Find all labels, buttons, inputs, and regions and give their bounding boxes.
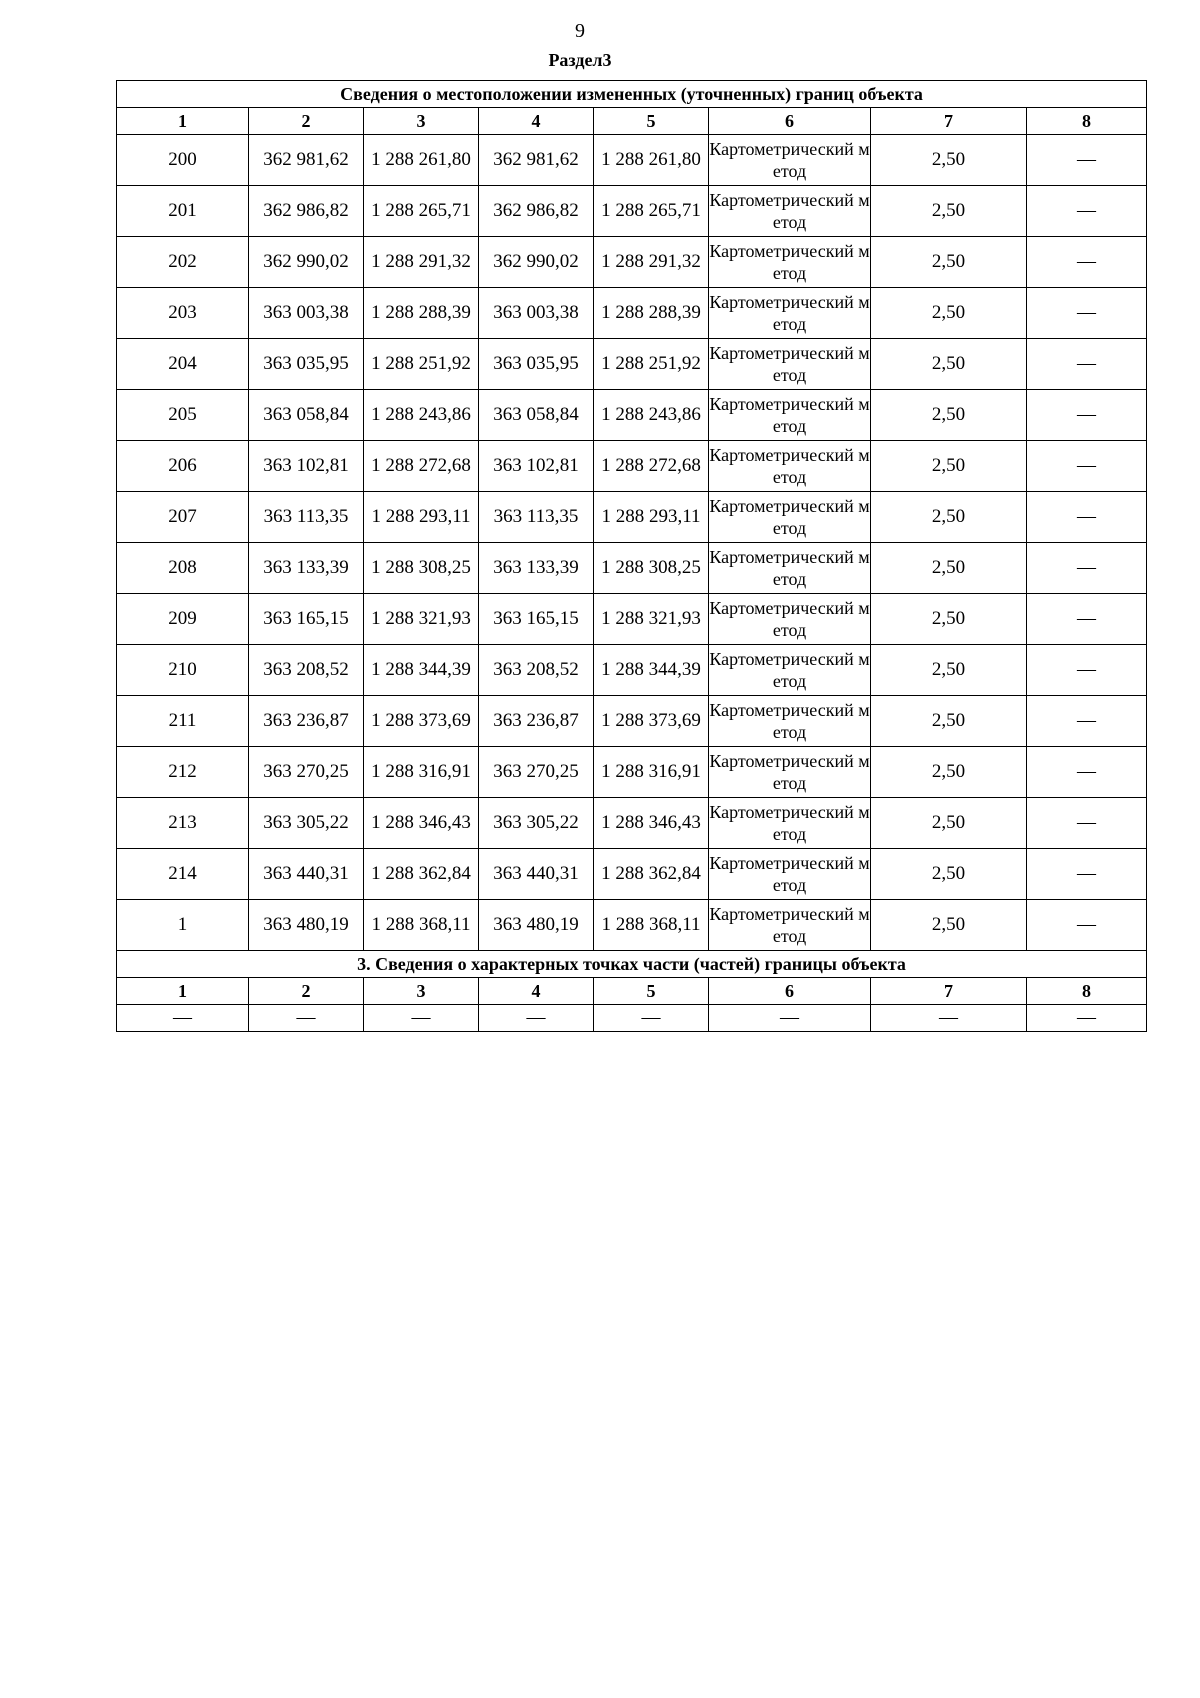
table-cell: — bbox=[1027, 900, 1147, 951]
table-cell: 363 305,22 bbox=[479, 798, 594, 849]
column-number-row bbox=[117, 108, 1147, 135]
table-row bbox=[117, 798, 1147, 849]
table-cell: 1 288 321,93 bbox=[364, 594, 479, 645]
table-cell: Картометрический метод bbox=[709, 900, 871, 951]
column-number-cell: 6 bbox=[709, 108, 871, 135]
table-cell: 363 058,84 bbox=[479, 390, 594, 441]
table-cell: 2,50 bbox=[871, 441, 1027, 492]
table-cell: 1 288 373,69 bbox=[364, 696, 479, 747]
table-cell: 1 288 321,93 bbox=[594, 594, 709, 645]
table-cell: 2,50 bbox=[871, 339, 1027, 390]
table-cell: 1 bbox=[117, 900, 249, 951]
table-cell: 363 102,81 bbox=[249, 441, 364, 492]
column-number-cell: 1 bbox=[117, 978, 249, 1005]
table-cell: 363 133,39 bbox=[479, 543, 594, 594]
table-cell: 211 bbox=[117, 696, 249, 747]
table-cell: 2,50 bbox=[871, 186, 1027, 237]
table-cell: — bbox=[1027, 696, 1147, 747]
column-number-cell: 8 bbox=[1027, 108, 1147, 135]
table-cell: 1 288 251,92 bbox=[364, 339, 479, 390]
table-cell: 1 288 291,32 bbox=[364, 237, 479, 288]
table-cell: 2,50 bbox=[871, 645, 1027, 696]
table-row bbox=[117, 594, 1147, 645]
table-cell: 214 bbox=[117, 849, 249, 900]
table-row bbox=[117, 441, 1147, 492]
table-cell: 1 288 346,43 bbox=[364, 798, 479, 849]
table-cell: Картометрический метод bbox=[709, 747, 871, 798]
table-cell: 363 236,87 bbox=[479, 696, 594, 747]
table-cell: — bbox=[1027, 135, 1147, 186]
table-cell: 363 165,15 bbox=[479, 594, 594, 645]
table-cell: 1 288 265,71 bbox=[594, 186, 709, 237]
column-number-cell: 8 bbox=[1027, 978, 1147, 1005]
coordinates-table bbox=[116, 80, 1147, 1032]
table-cell: Картометрический метод bbox=[709, 645, 871, 696]
table-row bbox=[117, 186, 1147, 237]
table-cell: 205 bbox=[117, 390, 249, 441]
table-cell: 363 165,15 bbox=[249, 594, 364, 645]
table-cell: Картометрический метод bbox=[709, 594, 871, 645]
table-cell: 1 288 346,43 bbox=[594, 798, 709, 849]
table-cell: Картометрический метод bbox=[709, 288, 871, 339]
table-cell: 1 288 344,39 bbox=[364, 645, 479, 696]
table-cell: 2,50 bbox=[871, 543, 1027, 594]
table-cell: 362 981,62 bbox=[479, 135, 594, 186]
column-number-cell: 6 bbox=[709, 978, 871, 1005]
table-row bbox=[117, 339, 1147, 390]
table-cell: — bbox=[1027, 747, 1147, 798]
table2-caption-row bbox=[117, 951, 1147, 978]
table-cell: 363 102,81 bbox=[479, 441, 594, 492]
column-number-cell: 2 bbox=[249, 108, 364, 135]
table-row bbox=[117, 543, 1147, 594]
column-number-cell: 7 bbox=[871, 108, 1027, 135]
table-cell: 2,50 bbox=[871, 390, 1027, 441]
table-cell: 1 288 308,25 bbox=[594, 543, 709, 594]
table-cell: — bbox=[1027, 798, 1147, 849]
table-cell: 362 986,82 bbox=[249, 186, 364, 237]
table-cell: 1 288 316,91 bbox=[594, 747, 709, 798]
table-cell: 202 bbox=[117, 237, 249, 288]
table-cell: 1 288 243,86 bbox=[594, 390, 709, 441]
table-cell: — bbox=[117, 1005, 249, 1032]
table-cell: — bbox=[1027, 390, 1147, 441]
table-cell: Картометрический метод bbox=[709, 696, 871, 747]
table-cell: — bbox=[1027, 543, 1147, 594]
column-number-cell: 2 bbox=[249, 978, 364, 1005]
table-row bbox=[117, 900, 1147, 951]
table-cell: 206 bbox=[117, 441, 249, 492]
table-cell: 362 981,62 bbox=[249, 135, 364, 186]
table-cell: 1 288 261,80 bbox=[364, 135, 479, 186]
column-number-cell: 4 bbox=[479, 108, 594, 135]
table-row bbox=[117, 237, 1147, 288]
table-caption: Сведения о местоположении измененных (уточненных) границ объекта bbox=[117, 81, 1147, 108]
table-cell: 2,50 bbox=[871, 900, 1027, 951]
table-cell: — bbox=[1027, 186, 1147, 237]
table-cell: 363 003,38 bbox=[479, 288, 594, 339]
table-cell: 363 208,52 bbox=[249, 645, 364, 696]
table-cell: — bbox=[1027, 645, 1147, 696]
table-body bbox=[117, 81, 1147, 1032]
table-cell: 363 480,19 bbox=[479, 900, 594, 951]
table-cell: Картометрический метод bbox=[709, 543, 871, 594]
table-cell: 362 986,82 bbox=[479, 186, 594, 237]
table-cell: — bbox=[1027, 1005, 1147, 1032]
column-number-cell: 5 bbox=[594, 978, 709, 1005]
table-cell: 1 288 293,11 bbox=[594, 492, 709, 543]
table-cell: 1 288 362,84 bbox=[364, 849, 479, 900]
table1-caption-row bbox=[117, 81, 1147, 108]
table-cell: 1 288 373,69 bbox=[594, 696, 709, 747]
table-caption: 3. Сведения о характерных точках части (частей) границы объекта bbox=[117, 951, 1147, 978]
table-cell: 1 288 265,71 bbox=[364, 186, 479, 237]
table-cell: — bbox=[1027, 441, 1147, 492]
table-cell: 363 035,95 bbox=[249, 339, 364, 390]
table-cell: Картометрический метод bbox=[709, 849, 871, 900]
table-cell: 213 bbox=[117, 798, 249, 849]
table-cell: 1 288 368,11 bbox=[594, 900, 709, 951]
table-cell: 212 bbox=[117, 747, 249, 798]
table-row bbox=[117, 492, 1147, 543]
table-cell: — bbox=[871, 1005, 1027, 1032]
table-cell: 1 288 288,39 bbox=[594, 288, 709, 339]
column-number-cell: 3 bbox=[364, 108, 479, 135]
table-cell: 1 288 362,84 bbox=[594, 849, 709, 900]
table-cell: 2,50 bbox=[871, 696, 1027, 747]
table-cell: — bbox=[1027, 492, 1147, 543]
table-cell: — bbox=[364, 1005, 479, 1032]
table-cell: — bbox=[479, 1005, 594, 1032]
table-cell: 1 288 272,68 bbox=[594, 441, 709, 492]
table-cell: Картометрический метод bbox=[709, 492, 871, 543]
table-row bbox=[117, 747, 1147, 798]
table-cell: 1 288 344,39 bbox=[594, 645, 709, 696]
table-cell: Картометрический метод bbox=[709, 237, 871, 288]
table-cell: 363 440,31 bbox=[249, 849, 364, 900]
table-cell: 2,50 bbox=[871, 135, 1027, 186]
column-number-row bbox=[117, 978, 1147, 1005]
column-number-cell: 5 bbox=[594, 108, 709, 135]
table-cell: 204 bbox=[117, 339, 249, 390]
page-number: 9 bbox=[575, 20, 585, 42]
section-title: Раздел3 bbox=[548, 50, 612, 70]
table-cell: 363 270,25 bbox=[479, 747, 594, 798]
table-row bbox=[117, 135, 1147, 186]
table-cell: — bbox=[709, 1005, 871, 1032]
table-cell: 200 bbox=[117, 135, 249, 186]
table-cell: — bbox=[1027, 594, 1147, 645]
table-cell: 363 003,38 bbox=[249, 288, 364, 339]
table-cell: 1 288 261,80 bbox=[594, 135, 709, 186]
table-cell: — bbox=[1027, 849, 1147, 900]
table-cell: 201 bbox=[117, 186, 249, 237]
table-cell: 2,50 bbox=[871, 798, 1027, 849]
table-cell: 363 113,35 bbox=[249, 492, 364, 543]
table-cell: 2,50 bbox=[871, 849, 1027, 900]
table-cell: 1 288 293,11 bbox=[364, 492, 479, 543]
table-cell: 203 bbox=[117, 288, 249, 339]
table-cell: 1 288 316,91 bbox=[364, 747, 479, 798]
table-cell: 207 bbox=[117, 492, 249, 543]
table-cell: 363 270,25 bbox=[249, 747, 364, 798]
column-number-cell: 4 bbox=[479, 978, 594, 1005]
column-number-cell: 1 bbox=[117, 108, 249, 135]
table-cell: 1 288 243,86 bbox=[364, 390, 479, 441]
table-cell: 1 288 288,39 bbox=[364, 288, 479, 339]
table-row bbox=[117, 288, 1147, 339]
table-cell: 1 288 368,11 bbox=[364, 900, 479, 951]
table-cell: 362 990,02 bbox=[479, 237, 594, 288]
table-row bbox=[117, 849, 1147, 900]
table-cell: 363 208,52 bbox=[479, 645, 594, 696]
table-cell: 363 133,39 bbox=[249, 543, 364, 594]
column-number-cell: 3 bbox=[364, 978, 479, 1005]
table-cell: 363 305,22 bbox=[249, 798, 364, 849]
table-cell: 1 288 291,32 bbox=[594, 237, 709, 288]
column-number-cell: 7 bbox=[871, 978, 1027, 1005]
table-row bbox=[117, 696, 1147, 747]
table-row bbox=[117, 390, 1147, 441]
table-cell: 363 035,95 bbox=[479, 339, 594, 390]
table-cell: — bbox=[249, 1005, 364, 1032]
table-cell: 363 440,31 bbox=[479, 849, 594, 900]
table-cell: Картометрический метод bbox=[709, 135, 871, 186]
table-cell: 209 bbox=[117, 594, 249, 645]
table-cell: 208 bbox=[117, 543, 249, 594]
table-cell: — bbox=[594, 1005, 709, 1032]
table-cell: 2,50 bbox=[871, 747, 1027, 798]
table-cell: Картометрический метод bbox=[709, 441, 871, 492]
table-cell: 2,50 bbox=[871, 237, 1027, 288]
table-cell: — bbox=[1027, 288, 1147, 339]
table-cell: Картометрический метод bbox=[709, 186, 871, 237]
table-cell: Картометрический метод bbox=[709, 390, 871, 441]
table-cell: 1 288 251,92 bbox=[594, 339, 709, 390]
table-cell: 2,50 bbox=[871, 492, 1027, 543]
table-cell: 1 288 272,68 bbox=[364, 441, 479, 492]
table-cell: 1 288 308,25 bbox=[364, 543, 479, 594]
table-cell: 363 058,84 bbox=[249, 390, 364, 441]
table-row bbox=[117, 1005, 1147, 1032]
table-cell: Картометрический метод bbox=[709, 339, 871, 390]
table-cell: 362 990,02 bbox=[249, 237, 364, 288]
table-cell: 2,50 bbox=[871, 594, 1027, 645]
table-cell: 363 480,19 bbox=[249, 900, 364, 951]
table-cell: — bbox=[1027, 237, 1147, 288]
table-cell: 363 236,87 bbox=[249, 696, 364, 747]
table-cell: 210 bbox=[117, 645, 249, 696]
table-row bbox=[117, 645, 1147, 696]
table-cell: 363 113,35 bbox=[479, 492, 594, 543]
table-cell: — bbox=[1027, 339, 1147, 390]
table-cell: 2,50 bbox=[871, 288, 1027, 339]
table-cell: Картометрический метод bbox=[709, 798, 871, 849]
